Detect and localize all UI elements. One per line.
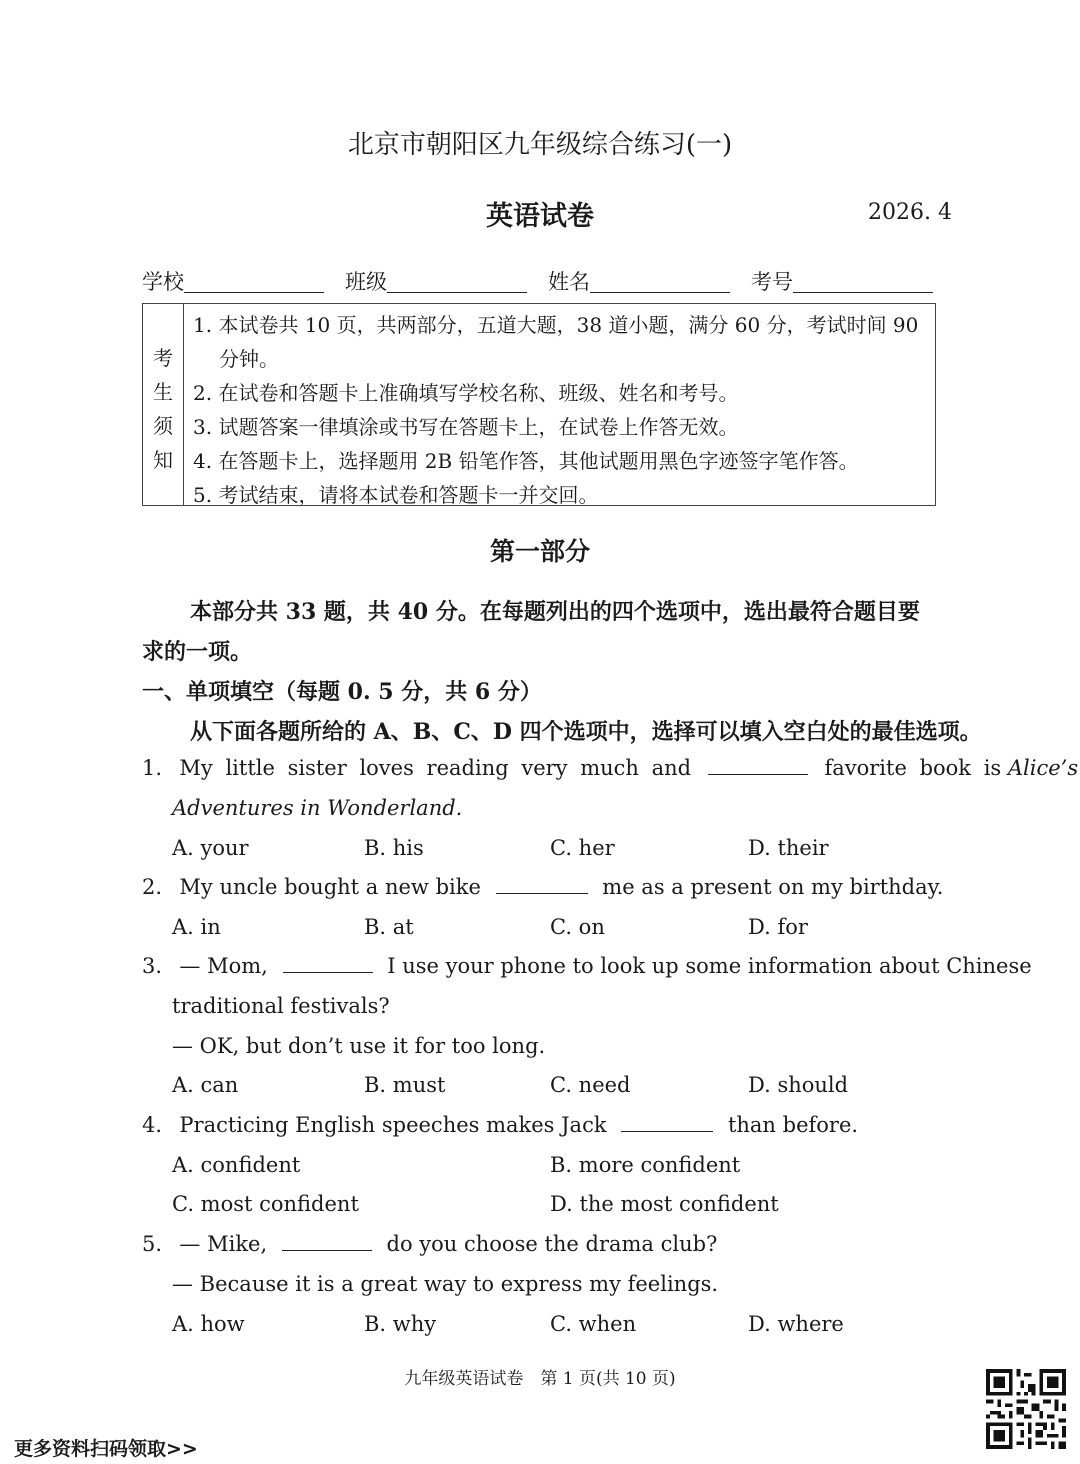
question-text: My little sister loves reading very much and (179, 756, 692, 780)
option-b[interactable]: B. why (364, 1312, 437, 1336)
notice-item: 1. 本试卷共 10 页，共两部分，五道大题，38 道小题，满分 60 分，考试时间 90 (193, 313, 919, 337)
answer-blank[interactable] (708, 756, 808, 775)
question-text: than before. (727, 1113, 859, 1137)
field-school-label: 学校 (142, 270, 184, 294)
option-d[interactable]: D. where (748, 1312, 844, 1336)
part-one-title: 第一部分 (489, 537, 590, 566)
answer-blank[interactable] (496, 875, 588, 894)
exam-title: 北京市朝阳区九年级综合练习(一) (347, 130, 733, 160)
question-text: favorite book is (824, 756, 1002, 780)
option-c[interactable]: C. her (550, 836, 615, 860)
question-text: Practicing English speeches makes Jack (179, 1113, 607, 1137)
more-resources-link[interactable]: 更多资料扫码领取>> (14, 1438, 198, 1460)
question-text: My uncle bought a new bike (179, 875, 481, 899)
part-one-intro-cont: 求的一项。 (142, 639, 253, 665)
option-c[interactable]: C. when (550, 1312, 637, 1336)
field-id-label: 考号 (751, 270, 793, 294)
question-text: — Mike, (179, 1232, 268, 1256)
question-number: 2. (142, 875, 163, 899)
field-id-line[interactable] (793, 292, 933, 293)
section-heading: 一、单项填空（每题 0. 5 分，共 6 分） (142, 679, 542, 705)
option-d[interactable]: D. their (748, 836, 829, 860)
answer-blank[interactable] (283, 954, 373, 973)
field-name-label: 姓名 (548, 270, 590, 294)
option-d[interactable]: D. for (748, 915, 808, 939)
question-text: do you choose the drama club? (386, 1232, 718, 1256)
option-b[interactable]: B. more confident (550, 1153, 741, 1177)
option-b[interactable]: B. his (364, 836, 424, 860)
section-instruction: 从下面各题所给的 A、B、C、D 四个选项中，选择可以填入空白处的最佳选项。 (190, 719, 982, 745)
field-school-line[interactable] (184, 292, 324, 293)
option-d[interactable]: D. should (748, 1073, 849, 1097)
option-c[interactable]: C. most confident (172, 1192, 359, 1216)
question-3 (142, 954, 1032, 978)
option-b[interactable]: B. at (364, 915, 414, 939)
question-4 (142, 1113, 858, 1137)
question-2 (142, 875, 943, 899)
option-a[interactable]: A. confident (172, 1153, 301, 1177)
notice-item: 2. 在试卷和答题卡上准确填写学校名称、班级、姓名和考号。 (193, 381, 739, 405)
field-class-line[interactable] (387, 292, 527, 293)
option-a[interactable]: A. your (172, 836, 249, 860)
question-3-reply: — OK, but don’t use it for too long. (172, 1034, 546, 1058)
notice-item: 4. 在答题卡上，选择题用 2B 铅笔作答，其他试题用黑色字迹签字笔作答。 (193, 449, 859, 473)
book-title: Alice’s (1007, 756, 1079, 780)
notice-item: 分钟。 (219, 347, 279, 371)
notice-side-char: 知 (153, 448, 173, 472)
question-text: me as a present on my birthday. (602, 875, 944, 899)
notice-item: 5. 考试结束，请将本试卷和答题卡一并交回。 (193, 483, 599, 507)
question-number: 5. (142, 1232, 163, 1256)
notice-side-char: 考 (153, 346, 173, 370)
question-1 (142, 756, 1078, 780)
option-d[interactable]: D. the most confident (550, 1192, 779, 1216)
question-number: 4. (142, 1113, 163, 1137)
field-class-label: 班级 (345, 270, 387, 294)
question-5-reply: — Because it is a great way to express my feelings. (172, 1272, 719, 1296)
option-c[interactable]: C. on (550, 915, 605, 939)
notice-side-char: 须 (153, 414, 173, 438)
field-name-line[interactable] (590, 292, 730, 293)
exam-subtitle: 英语试卷 (486, 201, 594, 232)
answer-blank[interactable] (621, 1113, 713, 1132)
qr-code-icon[interactable] (986, 1369, 1066, 1449)
question-text: — Mom, (179, 954, 268, 978)
question-number: 1. (142, 756, 163, 780)
question-number: 3. (142, 954, 163, 978)
notice-side-char: 生 (153, 380, 173, 404)
option-c[interactable]: C. need (550, 1073, 631, 1097)
notice-item: 3. 试题答案一律填涂或书写在答题卡上，在试卷上作答无效。 (193, 415, 739, 439)
question-3-cont: traditional festivals? (172, 994, 390, 1018)
answer-blank[interactable] (282, 1232, 372, 1251)
exam-date: 2026. 4 (868, 200, 952, 225)
question-5 (142, 1232, 717, 1256)
page-footer: 九年级英语试卷 第 1 页(共 10 页) (404, 1369, 676, 1389)
part-one-intro: 本部分共 33 题，共 40 分。在每题列出的四个选项中，选出最符合题目要 (190, 599, 920, 625)
option-a[interactable]: A. in (172, 915, 221, 939)
option-b[interactable]: B. must (364, 1073, 446, 1097)
option-a[interactable]: A. how (172, 1312, 245, 1336)
question-1-cont: Adventures in Wonderland. (172, 796, 463, 820)
question-text: I use your phone to look up some information about Chinese (387, 954, 1032, 978)
exam-notice-box (142, 303, 936, 506)
option-a[interactable]: A. can (172, 1073, 239, 1097)
notice-side-label (143, 304, 184, 505)
